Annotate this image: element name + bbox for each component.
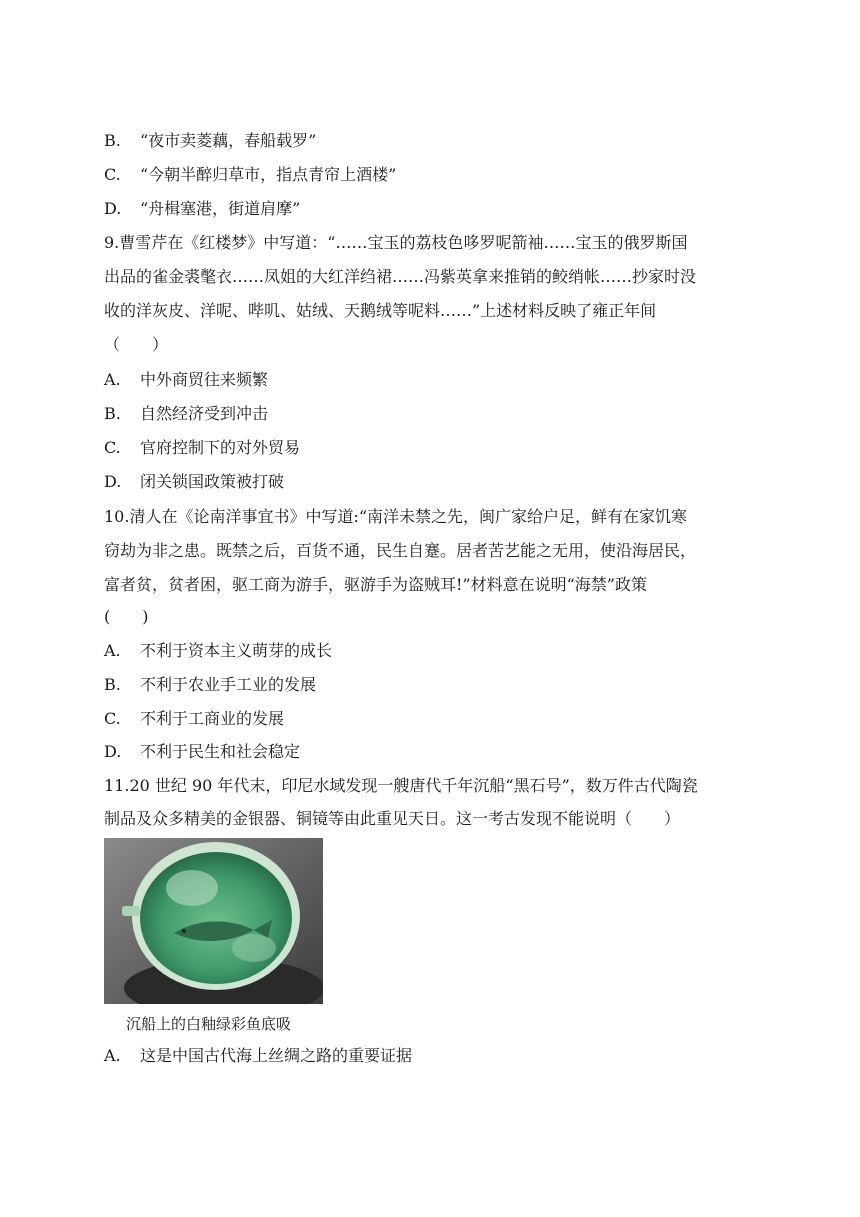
option-text: 这是中国古代海上丝绸之路的重要证据	[140, 1046, 413, 1065]
option-text: 不利于农业手工业的发展	[140, 675, 317, 694]
q10-stem-line-2: 窃劫为非之患。既禁之后，百货不通，民生自蹇。居者苦艺能之无用，使沿海居民，	[104, 541, 697, 560]
option-text: 自然经济受到冲击	[140, 404, 269, 423]
q9-option-b	[104, 404, 764, 424]
option-text: 官府控制下的对外贸易	[140, 438, 301, 457]
q8-option-c	[104, 165, 764, 185]
q9-answer-blank: （ ）	[104, 335, 169, 354]
option-label: C.	[104, 709, 121, 728]
q9-option-d	[104, 472, 764, 492]
photo-caption: 沉船上的白釉绿彩鱼底吸	[126, 1015, 292, 1033]
shipwreck-bowl-photo	[104, 838, 323, 1004]
option-text: 不利于民生和社会稳定	[140, 742, 301, 761]
option-label: B.	[104, 131, 121, 150]
option-label: C.	[104, 165, 121, 184]
option-label: A.	[104, 641, 121, 660]
option-text: 不利于资本主义萌芽的成长	[140, 641, 333, 660]
option-label: D.	[104, 472, 122, 491]
q9-option-a	[104, 370, 764, 390]
q10-stem-line-1: 10.清人在《论南洋事宜书》中写道:“南洋未禁之先，闽广家给户足，鲜有在家饥寒	[104, 507, 688, 526]
q10-answer-blank: ( )	[104, 607, 149, 626]
option-label: B.	[104, 675, 121, 694]
option-label: D.	[104, 742, 122, 761]
option-label: D.	[104, 199, 122, 218]
option-label: C.	[104, 438, 121, 457]
q11-option-a	[104, 1046, 764, 1066]
q10-option-c	[104, 709, 764, 729]
q10-option-b	[104, 675, 764, 695]
q10-stem-line-3: 富者贫，贫者困，驱工商为游手，驱游手为盗贼耳!”材料意在说明“海禁”政策	[104, 575, 647, 594]
bowl-illustration	[104, 838, 323, 1004]
q8-option-d	[104, 199, 764, 219]
option-text: 中外商贸往来频繁	[140, 370, 269, 389]
option-text: 闭关锁国政策被打破	[140, 472, 285, 491]
option-label: B.	[104, 404, 121, 423]
q9-stem-line-1: 9.曹雪芹在《红楼梦》中写道：“……宝玉的荔枝色哆罗呢箭袖……宝玉的俄罗斯国	[104, 233, 688, 252]
option-label: A.	[104, 1046, 121, 1065]
q10-option-a	[104, 641, 764, 661]
q11-stem-line-2: 制品及众多精美的金银器、铜镜等由此重见天日。这一考古发现不能说明（ ）	[104, 809, 681, 828]
option-label: A.	[104, 370, 121, 389]
option-text: “舟楫塞港，街道肩摩”	[140, 199, 301, 218]
q10-option-d	[104, 742, 764, 762]
q9-option-c	[104, 438, 764, 458]
option-text: 不利于工商业的发展	[140, 709, 285, 728]
q9-stem-line-2: 出品的雀金裘氅衣……凤姐的大红洋绉裙……冯紫英拿来推销的鲛绡帐……抄家时没	[104, 267, 697, 286]
q11-stem-line-1: 11.20 世纪 90 年代末，印尼水域发现一艘唐代千年沉船“黑石号”，数万件古代陶瓷	[104, 776, 698, 795]
q9-stem-line-3: 收的洋灰皮、洋呢、哔叽、姑绒、天鹅绒等呢料……”上述材料反映了雍正年间	[104, 301, 657, 320]
q8-option-b	[104, 131, 764, 151]
option-text: “夜市卖菱藕，春船载罗”	[140, 131, 317, 150]
option-text: “今朝半醉归草市，指点青帘上酒楼”	[140, 165, 397, 184]
